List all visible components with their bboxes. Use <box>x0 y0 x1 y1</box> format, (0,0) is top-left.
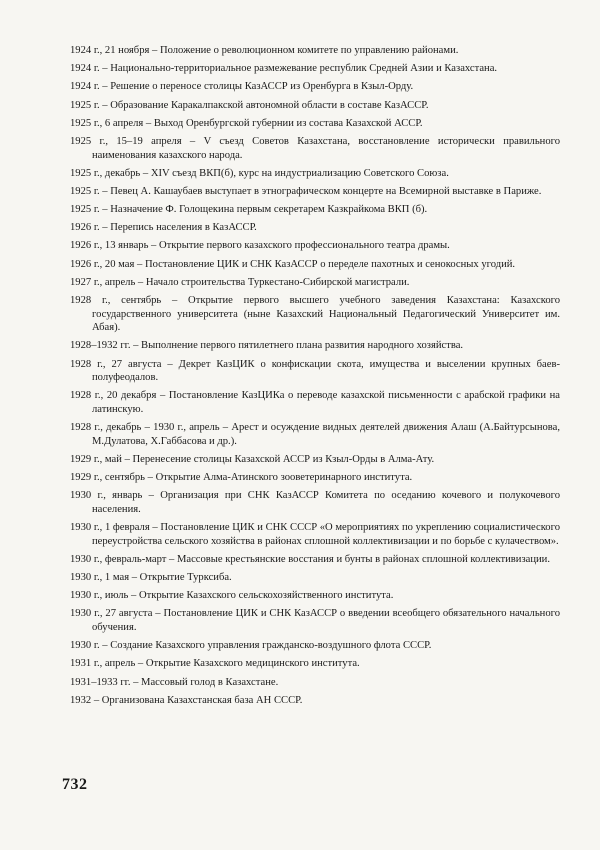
chronology-entry: 1925 г. – Образование Каракалпакской автономной области в составе КазАССР. <box>70 99 429 111</box>
chronology-entry: 1930 г., 27 августа – Постановление ЦИК и СНК КазАССР о введении всеобщего обязательного начального обучения. <box>70 608 560 634</box>
chronology-entry: 1930 г., 1 февраля – Постановление ЦИК и СНК СССР «О мероприятиях по укреплению социалистического переустройства сельского хозяйства в районах сплошной коллективизации и по борьбе с кулачеством». <box>70 522 560 547</box>
chronology-entry: 1924 г. – Национально-территориальное размежевание республик Средней Азии и Казахстана. <box>70 63 498 75</box>
chronology-entry: 1926 г., 13 январь – Открытие первого казахского профессионального театра драмы. <box>70 240 450 252</box>
chronology-entry: 1930 г. – Создание Казахского управления гражданско-воздушного флота СССР. <box>70 640 432 652</box>
chronology-entry: 1930 г., январь – Организация при СНК КазАССР Комитета по оседанию кочевого и полукочевого населения. <box>70 490 560 515</box>
chronology-entry: 1925 г., декабрь – XIV съезд ВКП(б), курс на индустриализацию Советского Союза. <box>70 167 449 179</box>
chronology-entry: 1926 г. – Перепись населения в КазАССР. <box>70 222 257 234</box>
chronology-entry: 1925 г., 6 апреля – Выход Оренбургской губернии из состава Казахской АССР. <box>70 117 423 129</box>
chronology-entry: 1924 г., 21 ноября – Положение о революционном комитете по управлению районами. <box>70 45 459 56</box>
page-number: 732 <box>62 776 88 793</box>
chronology-entry: 1928 г., 27 августа – Декрет КазЦИК о конфискации скота, имущества и выселении крупных баев-полуфеодалов. <box>70 358 560 384</box>
chronology-entry: 1926 г., 20 мая – Постановление ЦИК и СНК КазАССР о переделе пахотных и сенокосных угодий. <box>70 258 516 270</box>
chronology-entry: 1925 г. – Назначение Ф. Голощекина первым секретарем Казкрайкома ВКП (б). <box>70 204 428 216</box>
chronology-entry: 1928–1932 гг. – Выполнение первого пятилетнего плана развития народного хозяйства. <box>70 340 464 352</box>
chronology-entry: 1930 г., 1 мая – Открытие Турксиба. <box>70 572 232 584</box>
chronology-entry: 1931 г., апрель – Открытие Казахского медицинского института. <box>70 658 360 670</box>
chronology-list <box>70 44 560 712</box>
chronology-entry: 1932 – Организована Казахстанская база АН СССР. <box>70 694 303 706</box>
chronology-entry: 1927 г., апрель – Начало строительства Туркестано-Сибирской магистрали. <box>70 276 410 288</box>
chronology-entry: 1930 г., февраль-март – Массовые крестьянские восстания и бунты в районах сплошной коллективизации. <box>70 553 550 565</box>
chronology-entry: 1931–1933 гг. – Массовый голод в Казахстане. <box>70 676 279 688</box>
chronology-entry: 1930 г., июль – Открытие Казахского сельскохозяйственного института. <box>70 590 394 602</box>
chronology-entry: 1924 г. – Решение о переносе столицы КазАССР из Оренбурга в Кзыл-Орду. <box>70 81 414 93</box>
chronology-entry: 1928 г., декабрь – 1930 г., апрель – Арест и осуждение видных деятелей движения Алаш (А.Байтурсынова, М.Дулатова, Х.Габбасова и др.). <box>70 422 560 447</box>
chronology-entry: 1928 г., 20 декабря – Постановление КазЦИКа о переводе казахской письменности с арабской графики на латинскую. <box>70 390 560 415</box>
chronology-entry: 1929 г., май – Перенесение столицы Казахской АССР из Кзыл-Орды в Алма-Ату. <box>70 453 435 465</box>
chronology-entry: 1928 г., сентябрь – Открытие первого высшего учебного заведения Казахстана: Казахского государственного университета (ныне Казахский Национальный Педагогический Университет им. Абая). <box>70 295 560 334</box>
chronology-entry: 1925 г., 15–19 апреля – V съезд Советов Казахстана, восстановление исторически правильного наименования казахского народа. <box>70 135 560 161</box>
chronology-entry: 1929 г., сентябрь – Открытие Алма-Атинского зооветеринарного института. <box>70 472 413 484</box>
chronology-entry: 1925 г. – Певец А. Кашаубаев выступает в этнографическом концерте на Всемирной выставке в Париже. <box>70 185 542 197</box>
